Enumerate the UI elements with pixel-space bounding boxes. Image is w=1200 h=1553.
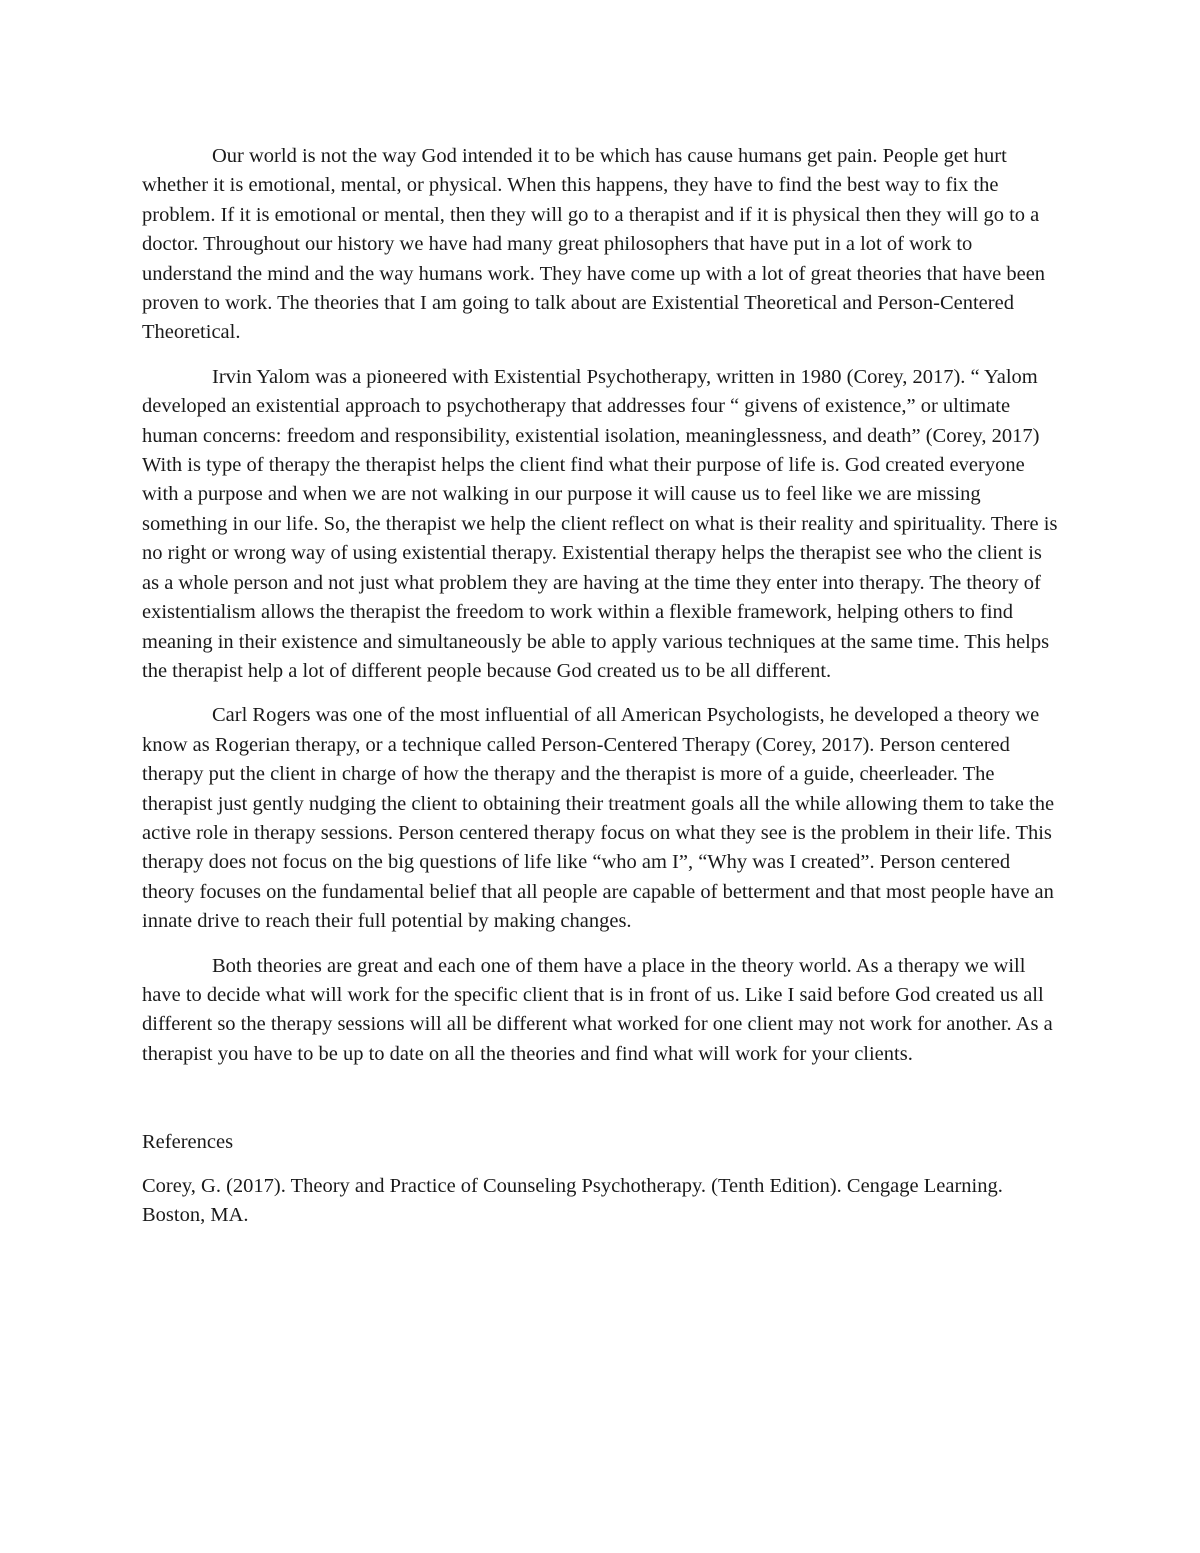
paragraph-existential: Irvin Yalom was a pioneered with Existential Psychotherapy, written in 1980 (Corey, 2017). “ Yalom developed an existential approach to psychotherapy that addresses four “ givens of existence,” or ultimate human concerns: freedom and responsibility, existential isolation, meaninglessness, and death” (Corey, 2017) With is type of therapy the therapist helps the client find what their purpose of life is. God created everyone with a purpose and when we are not walking in our purpose it will cause us to feel like we are missing something in our life. So, the therapist we help the client reflect on what is their reality and spirituality. There is no right or wrong way of using existential therapy. Existential therapy helps the therapist see who the client is as a whole person and not just what problem they are having at the time they enter into therapy. The theory of existentialism allows the therapist the freedom to work within a flexible framework, helping others to find meaning in their existence and simultaneously be able to apply various techniques at the same time. This helps the therapist help a lot of different people because God created us to be all different. [142,365,1058,682]
references-heading: References [142,1131,234,1154]
paragraph-intro: Our world is not the way God intended it to be which has cause humans get pain. People get hurt whether it is emotional, mental, or physical. When this happens, they have to find the best way to fix the problem. If it is emotional or mental, then they will go to a therapist and if it is physical then they will go to a doctor. Throughout our history we have had many great philosophers that have put in a lot of work to understand the mind and the way humans work. They have come up with a lot of great theories that have been proven to work. The theories that I am going to talk about are Existential Theoretical and Person-Centered Theoretical. [142,145,1046,344]
section-spacer [142,1084,1062,1128]
paragraph-conclusion: Both theories are great and each one of them have a place in the theory world. As a therapy we will have to decide what will work for the specific client that is in front of us. Like I said before God created us all different so the therapy sessions will all be different what worked for one client may not work for another. As a therapist you have to be up to date on all the theories and find what will work for your clients. [142,954,1053,1065]
document-body [142,142,1062,1230]
reference-entry: Corey, G. (2017). Theory and Practice of Counseling Psychotherapy. (Tenth Edition). Cengage Learning. Boston, MA. [142,1174,1003,1226]
paragraph-person-centered: Carl Rogers was one of the most influential of all American Psychologists, he developed a theory we know as Rogerian therapy, or a technique called Person-Centered Therapy (Corey, 2017). Person centered therapy put the client in charge of how the therapy and the therapist is more of a guide, cheerleader. The therapist just gently nudging the client to obtaining their treatment goals all the while allowing them to take the active role in therapy sessions. Person centered therapy focus on what they see is the problem in their life. This therapy does not focus on the big questions of life like “who am I”, “Why was I created”. Person centered theory focuses on the fundamental belief that all people are capable of betterment and that most people have an innate drive to reach their full potential by making changes. [142,704,1055,933]
